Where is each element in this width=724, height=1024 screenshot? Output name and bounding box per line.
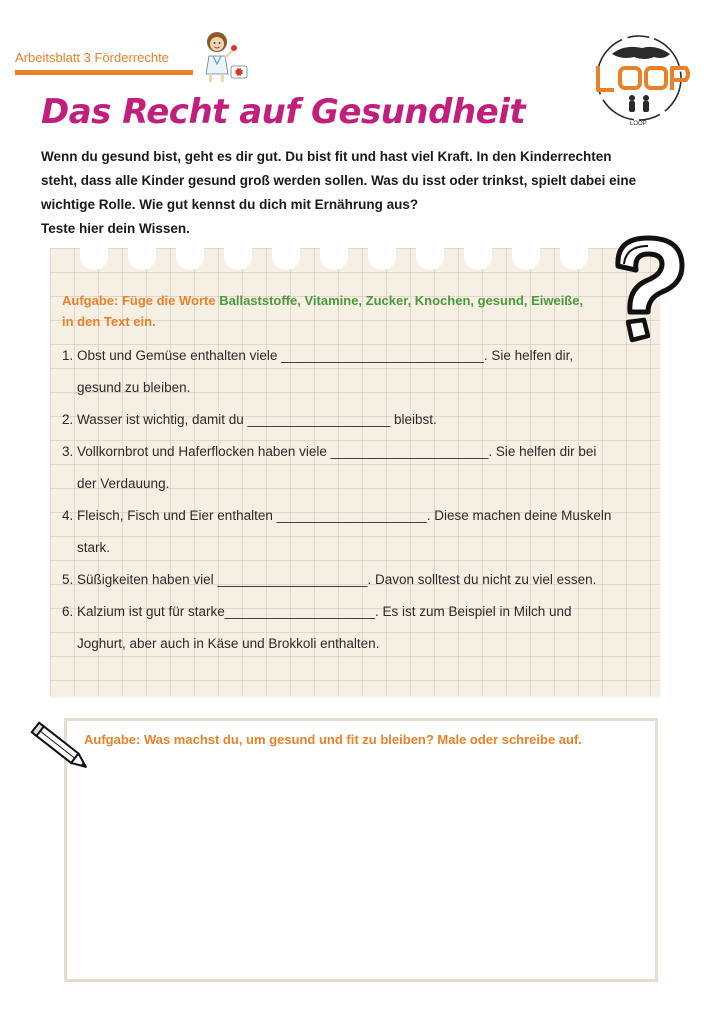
item-text-continued: der Verdauung. <box>77 476 170 491</box>
item-text: Süßigkeiten haben viel ____________________. Davon solltest du nicht zu viel essen. <box>77 572 597 587</box>
notepad-hole <box>176 248 204 270</box>
intro-line: steht, dass alle Kinder gesund groß werden sollen. Was du isst oder trinkst, spielt dabei eine <box>41 173 637 188</box>
notepad-hole <box>512 248 540 270</box>
drawing-area[interactable] <box>64 718 658 982</box>
task-instruction <box>62 290 622 332</box>
intro-line: Teste hier dein Wissen. <box>41 221 190 236</box>
item-text: Kalzium ist gut für starke____________________. Es ist zum Beispiel in Milch und <box>77 604 572 619</box>
item-text-continued: Joghurt, aber auch in Käse und Brokkoli enthalten. <box>77 636 380 651</box>
notepad-hole <box>368 248 396 270</box>
logo-text: LOOP <box>630 121 647 127</box>
notepad-hole <box>224 248 252 270</box>
notepad-hole <box>80 248 108 270</box>
header-underline <box>15 70 193 75</box>
list-item <box>62 564 662 596</box>
intro-paragraph <box>41 145 681 241</box>
worksheet-label: Arbeitsblatt 3 Förderrechte <box>15 50 169 65</box>
notepad-holes <box>50 248 660 274</box>
item-number: 6. <box>62 604 74 619</box>
notepad-hole <box>272 248 300 270</box>
intro-line: Wenn du gesund bist, geht es dir gut. Du bist fit und hast viel Kraft. In den Kinderrechten <box>41 149 612 164</box>
item-text: Obst und Gemüse enthalten viele ___________________________. Sie helfen dir, <box>77 348 574 363</box>
item-number: 1. <box>62 348 74 363</box>
item-number: 4. <box>62 508 74 523</box>
intro-line: wichtige Rolle. Wie gut kennst du dich mit Ernährung aus? <box>41 197 419 212</box>
notepad-hole <box>320 248 348 270</box>
task-word-list: Ballaststoffe, Vitamine, Zucker, Knochen, gesund, Eiweiße, <box>219 293 584 308</box>
list-item <box>62 340 662 404</box>
notepad-hole <box>464 248 492 270</box>
task-suffix: in den Text ein. <box>62 314 156 329</box>
list-item <box>62 436 662 500</box>
task-prefix: Aufgabe: Füge die Worte <box>62 293 216 308</box>
fill-in-list <box>62 340 662 660</box>
item-number: 2. <box>62 412 74 427</box>
notepad-hole <box>560 248 588 270</box>
list-item <box>62 500 662 564</box>
item-text-continued: gesund zu bleiben. <box>77 380 191 395</box>
item-text-continued: stark. <box>77 540 111 555</box>
loop-logo-icon <box>584 30 694 130</box>
pencil-icon <box>28 720 98 778</box>
item-number: 5. <box>62 572 74 587</box>
item-text: Vollkornbrot und Haferflocken haben viele _____________________. Sie helfen dir bei <box>77 444 597 459</box>
list-item <box>62 404 662 436</box>
notepad-hole <box>128 248 156 270</box>
drawing-task-instruction: Aufgabe: Was machst du, um gesund und fit zu bleiben? Male oder schreibe auf. <box>84 732 582 747</box>
item-number: 3. <box>62 444 74 459</box>
doctor-girl-illustration-icon <box>195 28 253 84</box>
list-item <box>62 596 662 660</box>
item-text: Fleisch, Fisch und Eier enthalten ____________________. Diese machen deine Muskeln <box>77 508 612 523</box>
page-title: Das Recht auf Gesundheit <box>41 92 526 132</box>
notepad-hole <box>416 248 444 270</box>
item-text: Wasser ist wichtig, damit du ___________________ bleibst. <box>77 412 437 427</box>
